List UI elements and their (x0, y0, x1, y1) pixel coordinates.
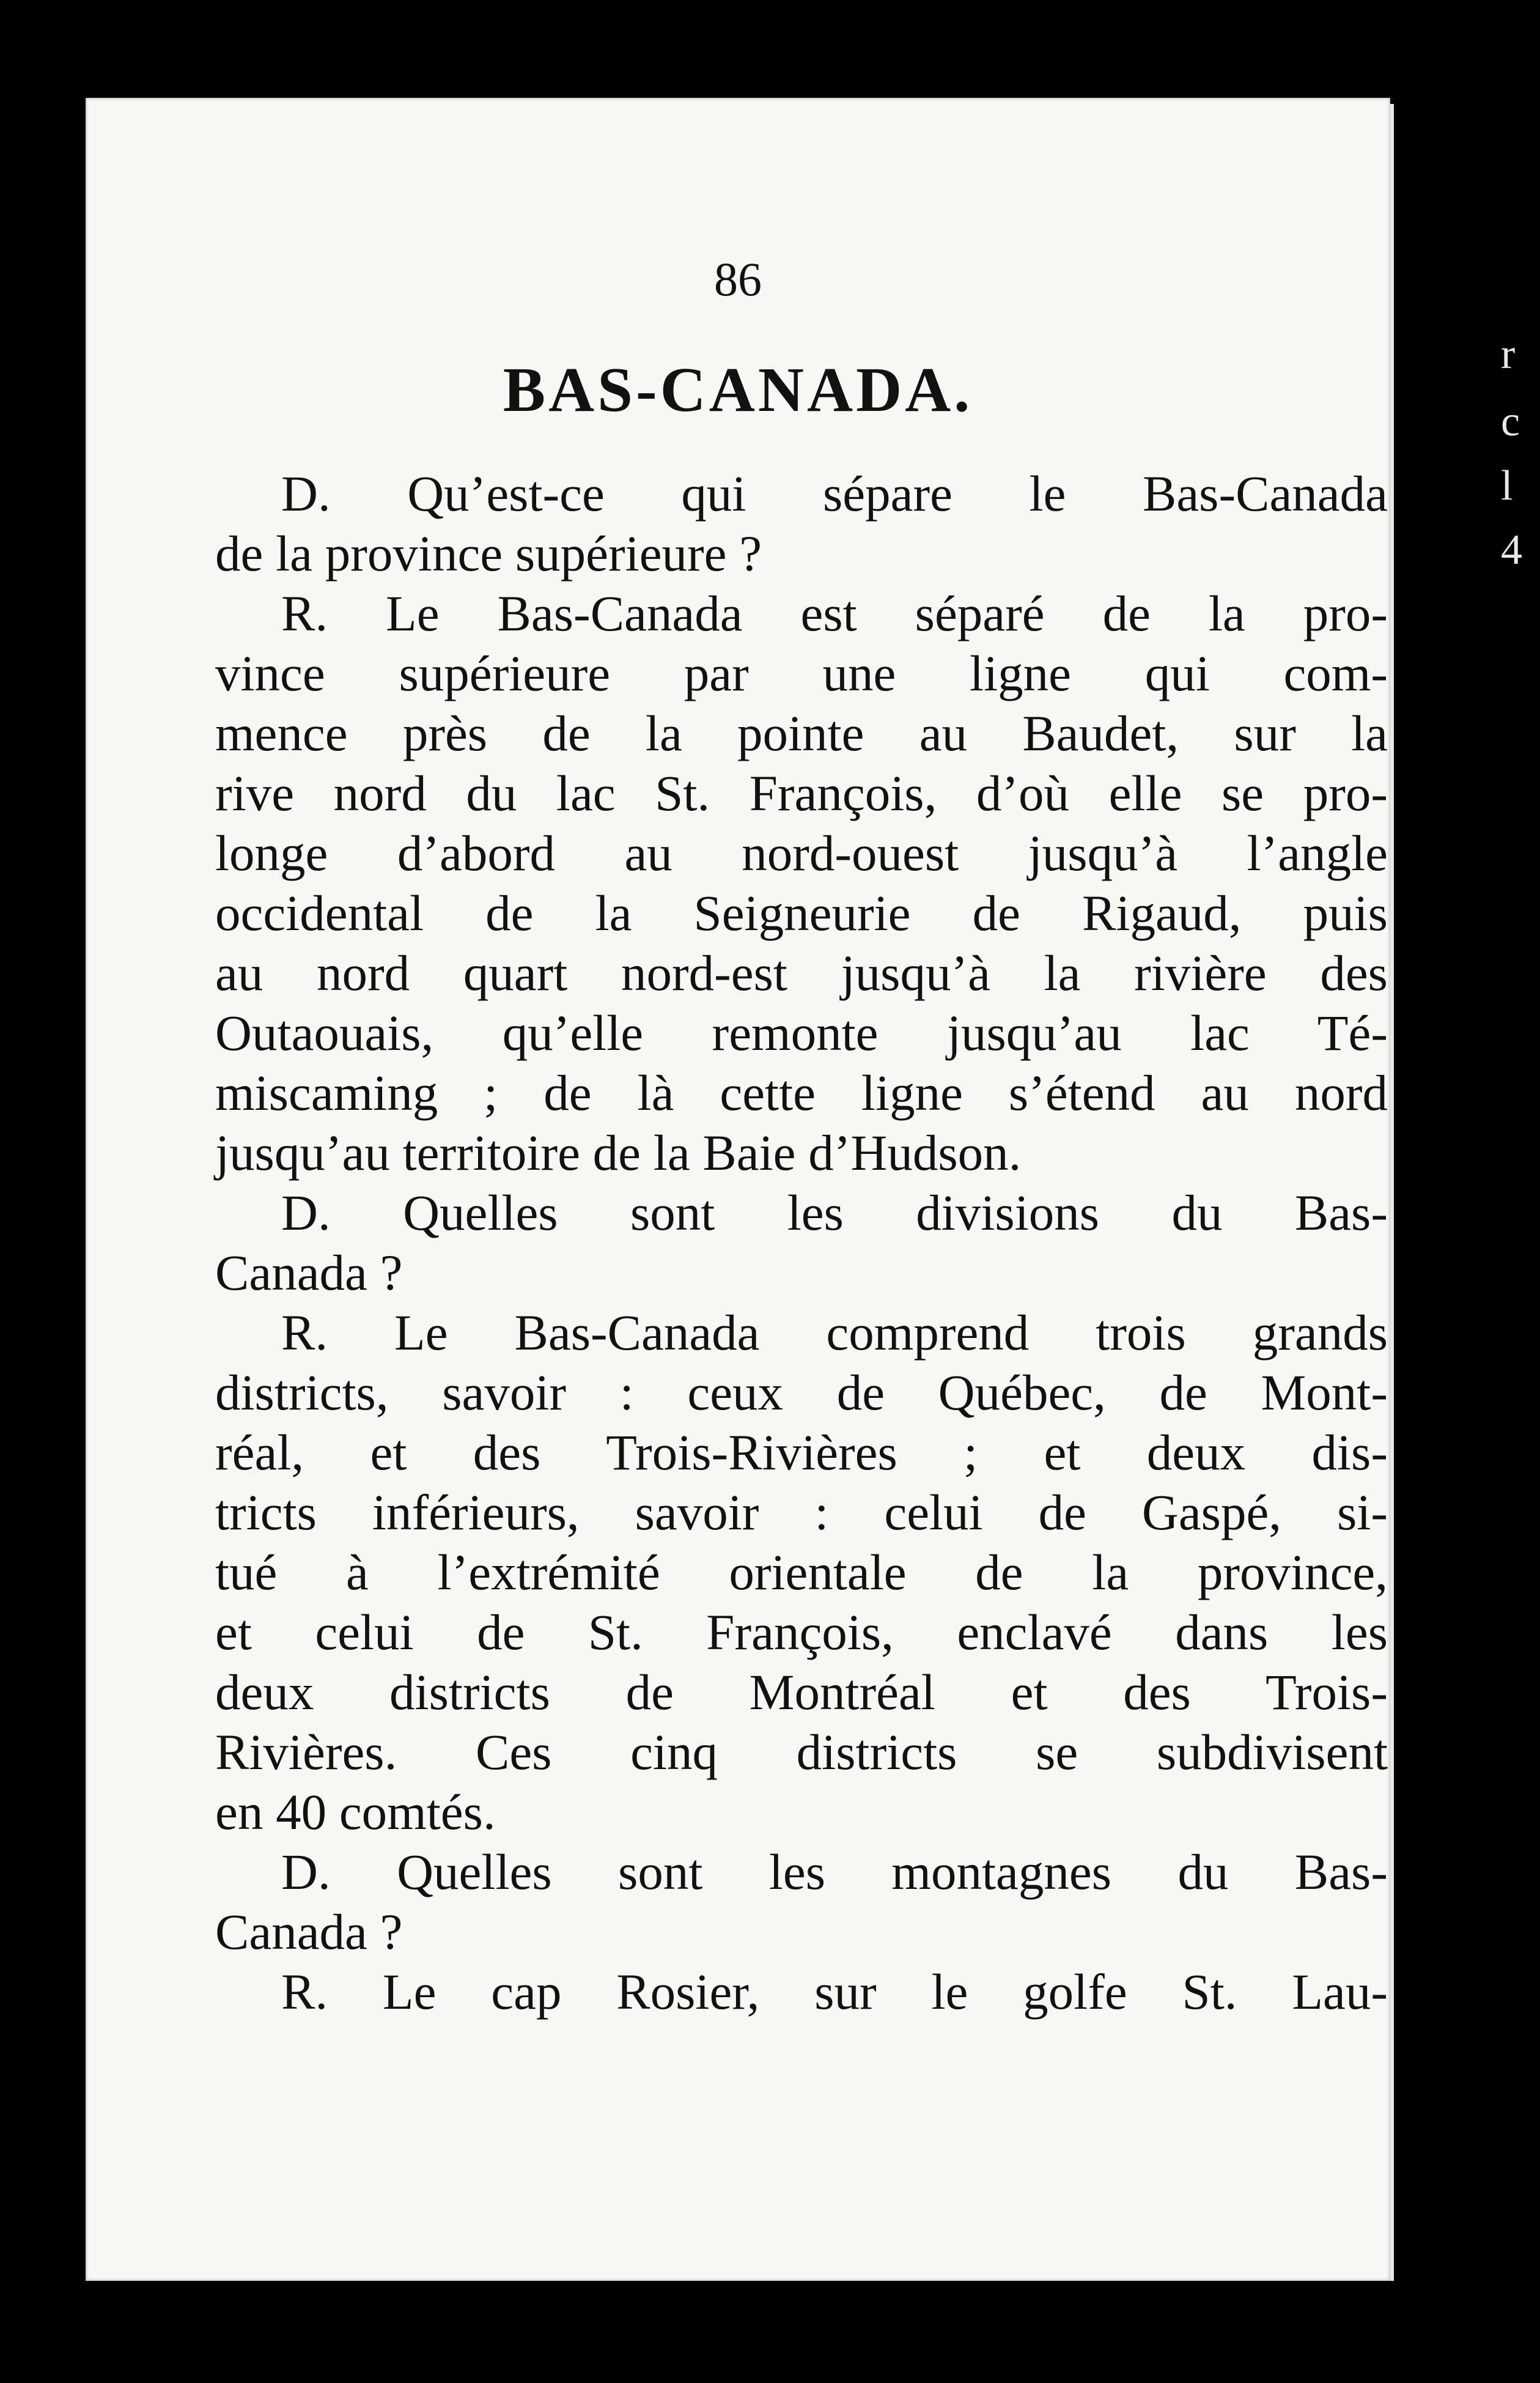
text-line: tué à l’extrémité orientale de la province, (215, 1544, 1388, 1600)
adjacent-page-fragment: l (1501, 462, 1513, 509)
adjacent-page-fragment: r (1501, 331, 1516, 378)
text-line: D. Quelles sont les divisions du Bas- (281, 1184, 1388, 1241)
text-line: Outaouais, qu’elle remonte jusqu’au lac Té- (215, 1005, 1388, 1061)
text-line: vince supérieure par une ligne qui com- (215, 645, 1388, 701)
adjacent-page-fragment: c (1501, 398, 1520, 445)
page-heading: BAS-CANADA. (503, 355, 973, 425)
text-line: D. Qu’est-ce qui sépare le Bas-Canada (281, 465, 1388, 522)
text-line: Canada ? (215, 1904, 403, 1960)
text-line: et celui de St. François, enclavé dans les (215, 1604, 1388, 1660)
text-line: R. Le Bas-Canada est séparé de la pro- (281, 585, 1388, 641)
book-page (86, 98, 1390, 2281)
text-line: en 40 comtés. (215, 1784, 496, 1840)
text-line: mence près de la pointe au Baudet, sur la (215, 705, 1388, 761)
body-text (215, 464, 1388, 2022)
text-line: R. Le Bas-Canada comprend trois grands (281, 1304, 1388, 1361)
text-line: D. Quelles sont les montagnes du Bas- (281, 1844, 1388, 1900)
text-line: occidental de la Seigneurie de Rigaud, puis (215, 885, 1388, 941)
text-line: de la province supérieure ? (215, 525, 762, 582)
text-line: réal, et des Trois-Rivières ; et deux dis- (215, 1424, 1388, 1480)
text-line: Rivières. Ces cinq districts se subdivisent (215, 1724, 1388, 1780)
text-line: deux districts de Montréal et des Trois- (215, 1664, 1388, 1720)
text-line: miscaming ; de là cette ligne s’étend au nord (215, 1065, 1388, 1121)
text-line: tricts inférieurs, savoir : celui de Gaspé, si- (215, 1484, 1388, 1540)
text-line: jusqu’au territoire de la Baie d’Hudson. (215, 1125, 1022, 1181)
text-line: Canada ? (215, 1244, 403, 1301)
page-number: 86 (714, 253, 762, 306)
text-line: longe d’abord au nord-ouest jusqu’à l’angle (215, 825, 1388, 881)
page-edge-divider (1390, 104, 1394, 2281)
text-line: rive nord du lac St. François, d’où elle se pro- (215, 765, 1388, 821)
text-line: au nord quart nord-est jusqu’à la rivière des (215, 945, 1388, 1001)
text-line: R. Le cap Rosier, sur le golfe St. Lau- (281, 1964, 1388, 2020)
adjacent-page-fragment: 4 (1501, 526, 1522, 574)
text-line: districts, savoir : ceux de Québec, de Mont- (215, 1364, 1388, 1421)
